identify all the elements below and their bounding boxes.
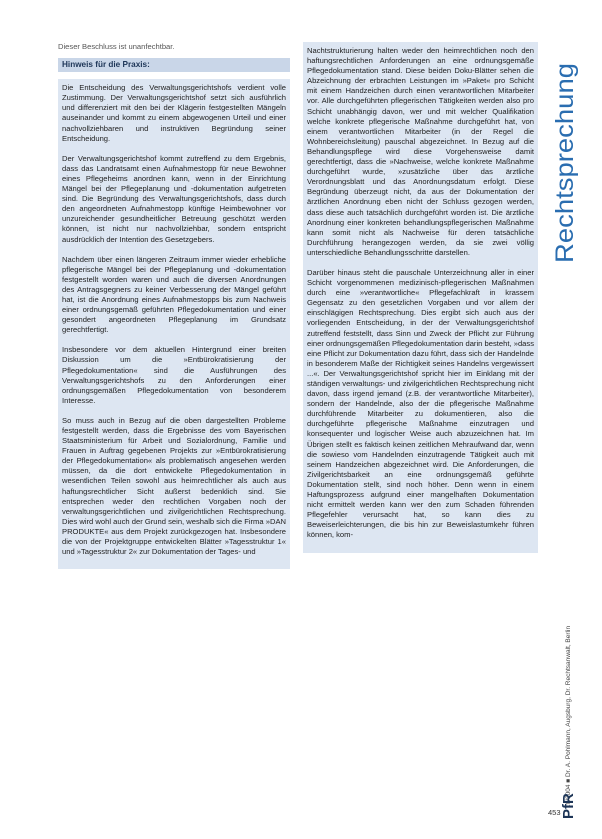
right-paragraph-2: Darüber hinaus steht die pauschale Unterzeichnung aller in einer Schicht vorgenommenen medizinisch-pflegerischen Maßnahmen durch eine »verantwortliche« Pflegefachkraft in krassem Gegensatz zu den gesetzlichen Vorgaben und vor allem der einschlägigen Rechtsprechung. Dies ergibt sich auch aus der vorliegenden Entscheidung, in der der Verwaltungsgerichtshof zutreffend feststellt, dass Sinn und Zweck der Pflicht zur Führung einer ordnungsgemäßen Pflegedokumentation darin besteht, »dass eine Pflicht zur Dokumentation dazu führt, dass sich der Handelnde in besonderem Maße der Richtigkeit seines Handelns vergewissert ...«. Der Verwaltungsgerichtshof spricht hier im Einklang mit der ständigen verwaltungs- und zivilgerichtlichen Rechtsprechung nicht davon, dass irgend jemand (z.B. der verantwortliche Mitarbeiter), sondern der Handelnde, also der die pflegerische Maßnahme durchführende Mitarbeiter zu dokumentieren, also die durchgeführte pflegerische Maßnahme einzutragen und konsequenter und logischer Weise auch abzuzeichnen hat. Im Übrigen stellt es faktisch keinen zeitlichen Mehraufwand dar, wenn die sowieso vom Handelnden einzutragende Tätigkeit auch mit seinem Handzeichen abgezeichnet wird. Die Anforderungen, die Zivilgerichtsbarkeit an eine ordnungsgemäß geführte Dokumentation stellt, sind noch höher. Denn wenn in einem Haftungsprozess aufgrund einer mangelhaften Dokumentation nicht ermittelt werden kann wer den zum Schaden führenden Pflegefehler verursacht hat, so kann dies zu Beweiserleichterungen, die bis hin zur Beweislastumkehr führen können, kom-: [307, 267, 534, 540]
section-title-vertical: [543, 58, 583, 268]
left-paragraph-1: Der Verwaltungsgerichtshof kommt zutreffend zu dem Ergebnis, dass das Landratsamt einen Aufnahmestopp für neue Bewohner eines Pflegeheims anordnen kann, wenn in der Einrichtung Mängel bei der Pflegeplanung und -dokumentation aufgetreten sind. Die Begründung des Verwaltungsgerichtshofs, dass durch den angeordneten Aufnahmestopp künftige Heimbewohner vor unzureichender gesundheitlicher Betreuung geschützt werden können, ist nicht nur nachvollziehbar, sondern entspricht ausdrücklich der Intention des Gesetzgebers.: [62, 153, 286, 244]
right-column: [303, 42, 538, 553]
left-column: [58, 42, 290, 569]
side-footer-text: 10/2004 ■ Dr. A. Pohlmann, Augsburg, Dr. Rechtsanwalt, Berlin: [565, 625, 572, 808]
hinweis-paragraph: Die Entscheidung des Verwaltungsgerichtshofs verdient volle Zustimmung. Der Verwaltungsgerichtshof setzt sich ausführlich und differenziert mit den bei der Klägerin festgestellten Mängeln auseinander und kommt zu einem abgewogenen Urteil und einer nachvollziehbaren und instruktiven Begründung seiner Entscheidung.: [62, 83, 286, 143]
left-paragraph-2: Nachdem über einen längeren Zeitraum immer wieder erhebliche pflegerische Mängel bei der Pflegeplanung und -dokumentation festgestellt worden waren und auch die diversen Anordnungen des Antragsgegners zu keiner Verbesserung der Mängel geführt hat, ist die Anordnung eines Aufnahmestopps bis zum Nachweis einer ordnungsgemäß geführten Pflegedokumentation und einer gesondert angeordneten Pflegeplanung im Grundsatz gerechtfertigt.: [62, 254, 286, 335]
page-number: 453: [548, 808, 561, 817]
hinweis-box: [58, 79, 290, 569]
journal-logo-text: PfR: [560, 793, 577, 819]
left-paragraph-3: Insbesondere vor dem aktuellen Hintergrund einer breiten Diskussion um die »Entbürokratisierung der Pflegedokumentation« sind die Ausführungen des Verwaltungsgerichtshofs zu den Anforderungen einer ordnungsgemäßen Pflegedokumentation von besonderem Interesse.: [62, 345, 286, 405]
section-title-text: Rechtsprechung: [551, 80, 579, 263]
right-box: [303, 42, 538, 553]
header-note: Dieser Beschluss ist unanfechtbar.: [58, 42, 175, 51]
left-paragraph-4: So muss auch in Bezug auf die oben dargestellten Probleme festgestellt werden, dass die Ergebnisse des vom Bayerischen Staatsministerium für Arbeit und Sozialordnung, Familie und Frauen in Auftrag gegebenen Projekts zur »Entbürokratisierung der Pflegedokumentation« als problematisch angesehen werden müssen, da die dort entwickelte Pflegedokumentation in wesentlichen Teilen sowohl aus heimrechtlicher als auch aus haftungsrechtlicher Sicht äußerst bedenklich sind. Sie entsprechen weder den rechtlichen Vorgaben noch der verwaltungsgerichtlichen und zivilgerichtlichen Rechtsprechung. Dies wird wohl auch der Grund sein, weshalb sich die Firma »DAN PRODUKTE« aus dem Projekt zurückgezogen hat. Insbesondere die von der Projektgruppe entwickelten Blätter »Tagesstruktur 1« und »Tagesstruktur 2« zur Dokumentation der Tages- und: [62, 415, 286, 557]
side-footer-vertical: [557, 560, 577, 810]
right-paragraph-1: Nachtstrukturierung halten weder den heimrechtlichen noch den haftungsrechtlichen Anforderungen an eine ordnungsgemäße Pflegedokumentation stand. Diese beiden Doku-Blätter sehen die Abzeichnung der erbrachten Leistungen im »Paket« pro Schicht mit einem Handzeichen durch einen verantwortlichen Mitarbeiter vor. Alle durchgeführten pflegerischen Tätigkeiten werden also pro Schicht unabhängig davon, wer und mit welcher Qualifikation welche konkrete pflegerische Maßnahme durchgeführt hat, von einem verantwortlichen Mitarbeiter (in der Regel die Wohnbereichsleitung) pauschal abgezeichnet. In Bezug auf die Behandlungspflege wird diese Vorgehensweise damit gerechtfertigt, dass die »Nachweise, welche konkrete Maßnahme durchgeführt wurde, »zusätzliche über das ärztliche Verordnungsblatt und das Anordnungsdatum erfolgt. Diese Begründung überzeugt nicht, da aus der Dokumentation der ärztlichen Anordnung eben nicht der Schluss gezogen werden, dass diese auch tatsächlich durchgeführt worden ist. Die ärztliche Anordnung einer konkreten behandlungspflegerischen Maßnahme kann somit nicht als Nachweise für deren tatsächliche Durchführung herangezogen werden, da sie zwei völlig unterschiedliche Behandlungsschritte darstellen.: [307, 46, 534, 257]
hinweis-title: Hinweis für die Praxis:: [58, 58, 290, 72]
